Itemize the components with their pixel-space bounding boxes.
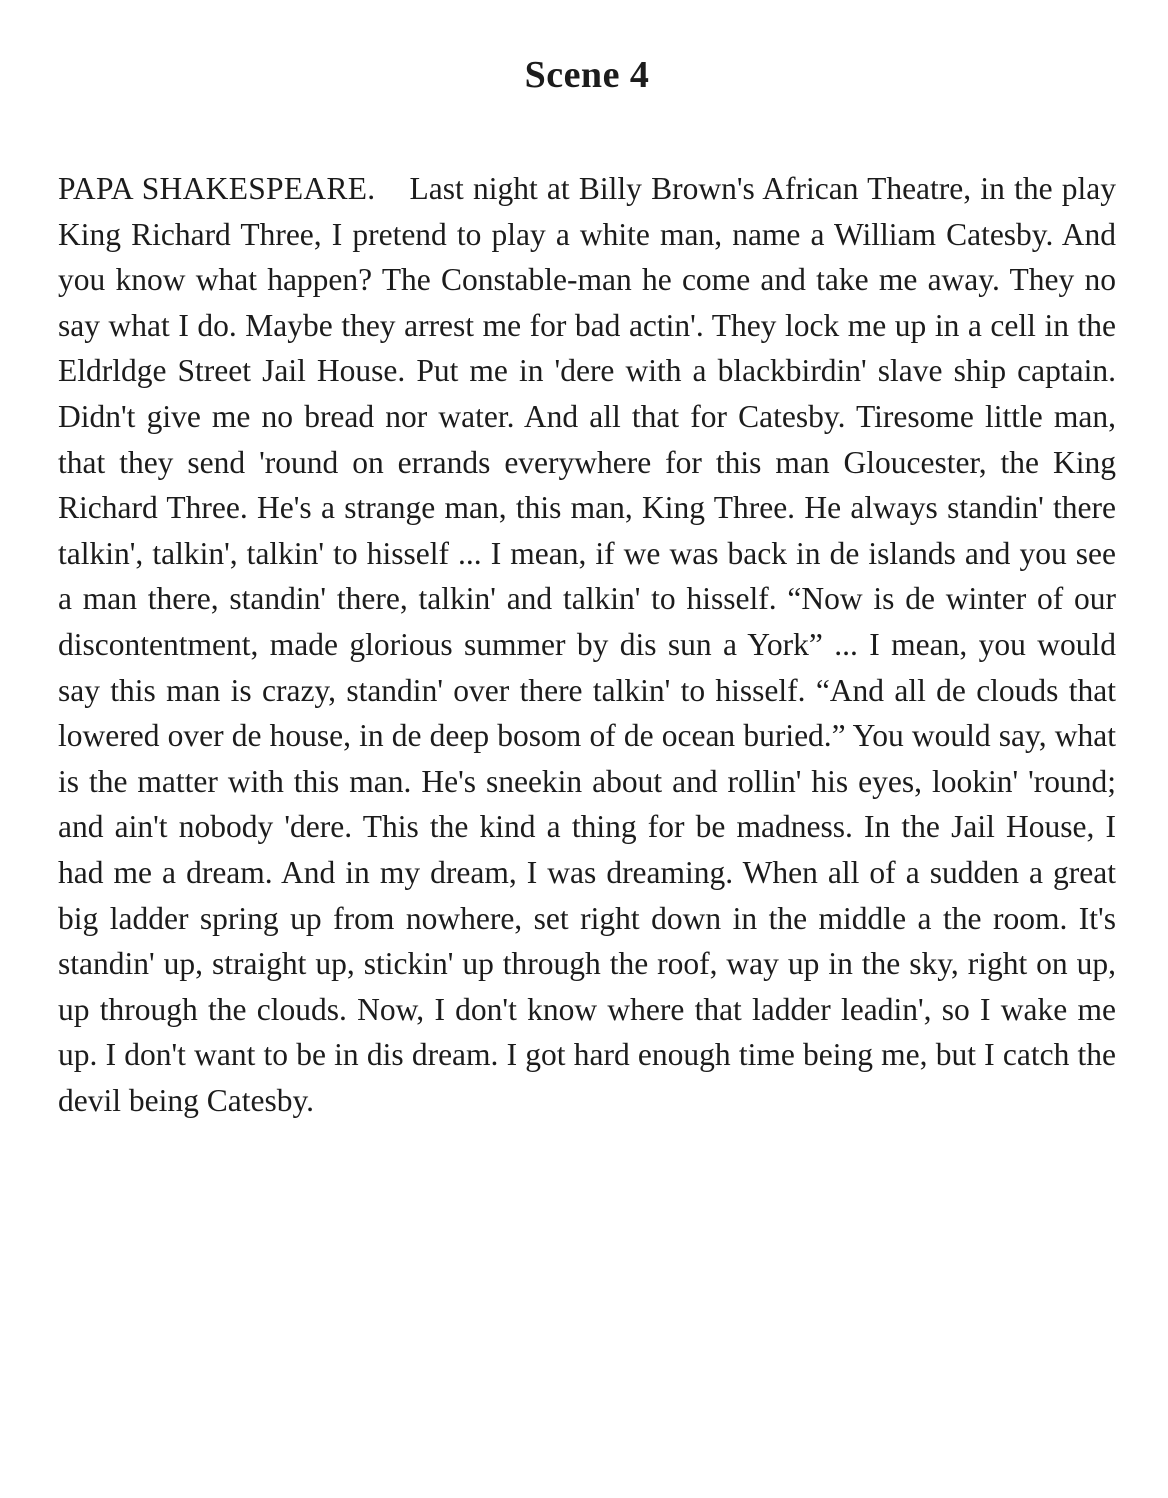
speech-text: Last night at Billy Brown's African Theatre, in the play King Richard Three, I pretend to play a white man, name a William Catesby. And you know what happen? The Constable-man he come and take me away. They no say what I do. Maybe they arrest me for bad actin'. They lock me up in a cell in the Eldrldge Street Jail House. Put me in 'dere with a blackbirdin' slave ship captain. Didn't give me no bread nor water. And all that for Catesby. Tiresome little man, that they send 'round on errands everywhere for this man Gloucester, the King Richard Three. He's a strange man, this man, King Three. He always standin' there talkin', talkin', talkin' to hisself ... I mean, if we was back in de islands and you see a man there, standin' there, talkin' and talkin' to hisself. “Now is de winter of our discontentment, made glorious summer by dis sun a York” ... I mean, you would say this man is crazy, standin' over there talkin' to hisself. “And all de clouds that lowered over de house, in de deep bosom of de ocean buried.” You would say, what is the matter with this man. He's sneekin about and rollin' his eyes, lookin' 'round; and ain't nobody 'dere. This the kind a thing for be madness. In the Jail House, I had me a dream. And in my dream, I was dreaming. When all of a sudden a great big ladder spring up from nowhere, set right down in the middle a the room. It's standin' up, straight up, stickin' up through the roof, way up in the sky, right on up, up through the clouds. Now, I don't know where that ladder leadin', so I wake me up. I don't want to be in dis dream. I got hard enough time being me, but I catch the devil being Catesby.: [58, 171, 1116, 1118]
speaker-name: PAPA SHAKESPEARE.: [58, 171, 376, 206]
document-page: [58, 50, 1116, 1123]
scene-title: Scene 4: [524, 54, 650, 96]
speech-paragraph: [58, 166, 1116, 1123]
